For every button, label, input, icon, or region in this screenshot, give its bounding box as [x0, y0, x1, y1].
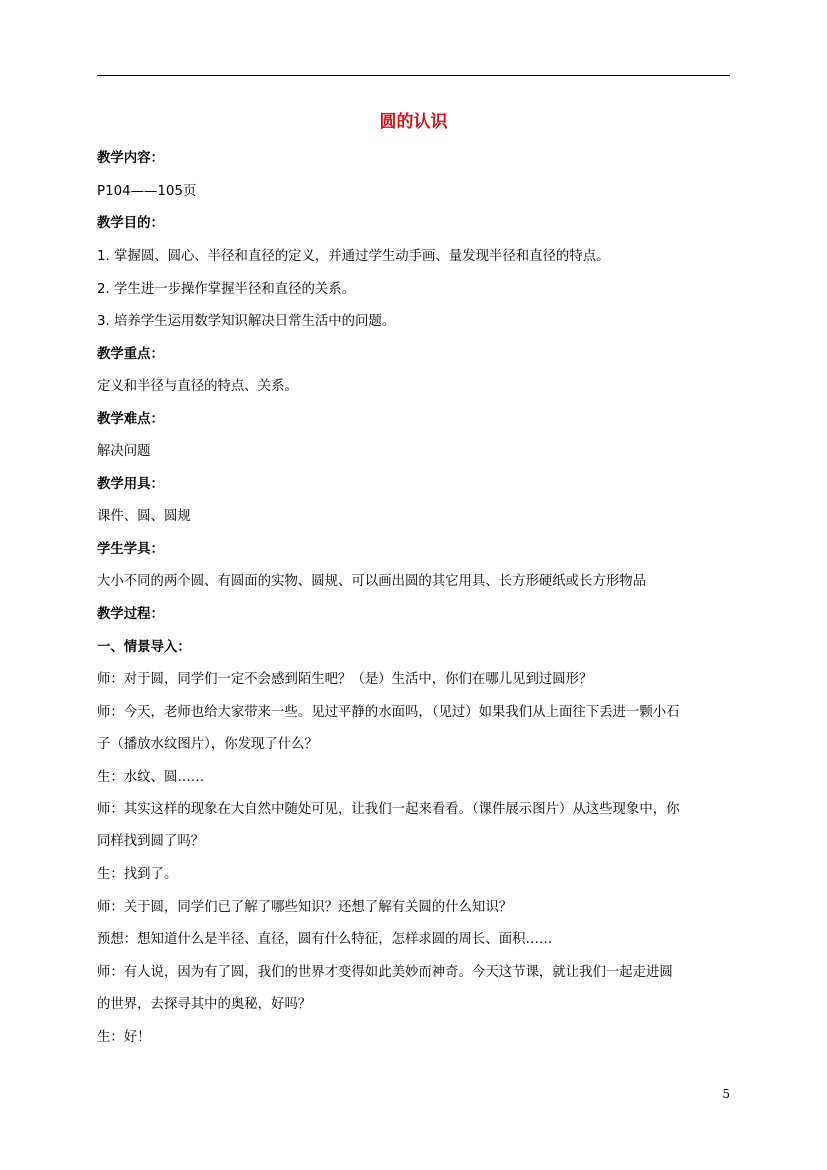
dialogue-line: 同样找到圆了吗？ — [97, 834, 205, 849]
heading-teaching-tools: 教学用具： — [97, 477, 164, 492]
paragraph: P104——105页 — [97, 184, 197, 199]
dialogue-line: 生：水纹、圆…… — [97, 770, 205, 785]
heading-teaching-process: 教学过程： — [97, 607, 164, 622]
dialogue-line: 师：有人说，因为有了圆，我们的世界才变得如此美妙而神奇。今天这节课，就让我们一起走进圆 — [97, 965, 673, 980]
dialogue-line: 师：其实这样的现象在大自然中随处可见，让我们一起来看看。（课件展示图片）从这些现象中，你 — [97, 802, 680, 817]
dialogue-line: 预想：想知道什么是半径、直径，圆有什么特征，怎样求圆的周长、面积…… — [97, 932, 553, 947]
dialogue-line: 师：今天，老师也给大家带来一些。见过平静的水面吗，（见过）如果我们从上面往下丢进一颗小石 — [97, 705, 680, 720]
dialogue-line: 子（播放水纹图片），你发现了什么？ — [97, 737, 318, 752]
heading-key-points: 教学重点： — [97, 347, 164, 362]
page-number: 5 — [722, 1087, 730, 1101]
paragraph: 解决问题 — [97, 444, 151, 459]
dialogue-line: 生：找到了。 — [97, 867, 178, 882]
dialogue-line: 师：对于圆，同学们一定不会感到陌生吧？（是）生活中，你们在哪儿见到过圆形？ — [97, 672, 593, 687]
list-item: 3. 培养学生运用数学知识解决日常生活中的问题。 — [97, 314, 396, 329]
paragraph: 大小不同的两个圆、有圆面的实物、圆规、可以画出圆的其它用具、长方形硬纸或长方形物品 — [97, 574, 647, 589]
list-item: 2. 学生进一步操作掌握半径和直径的关系。 — [97, 282, 356, 297]
paragraph: 定义和半径与直径的特点、关系。 — [97, 379, 298, 394]
dialogue-line: 师：关于圆，同学们已了解了哪些知识？还想了解有关圆的什么知识？ — [97, 900, 513, 915]
document-title: 圆的认识 — [379, 112, 448, 132]
heading-difficulties: 教学难点： — [97, 412, 164, 427]
heading-teaching-content: 教学内容： — [97, 151, 164, 166]
list-item: 1. 掌握圆、圆心、半径和直径的定义，并通过学生动手画、量发现半径和直径的特点。 — [97, 249, 610, 264]
header-rule — [97, 75, 730, 76]
dialogue-line: 生：好！ — [97, 1030, 151, 1045]
heading-scene-intro: 一、情景导入： — [97, 640, 191, 655]
heading-teaching-goals: 教学目的： — [97, 216, 164, 231]
paragraph: 课件、圆、圆规 — [97, 509, 191, 524]
heading-student-tools: 学生学具： — [97, 542, 164, 557]
dialogue-line: 的世界，去探寻其中的奥秘，好吗？ — [97, 997, 312, 1012]
